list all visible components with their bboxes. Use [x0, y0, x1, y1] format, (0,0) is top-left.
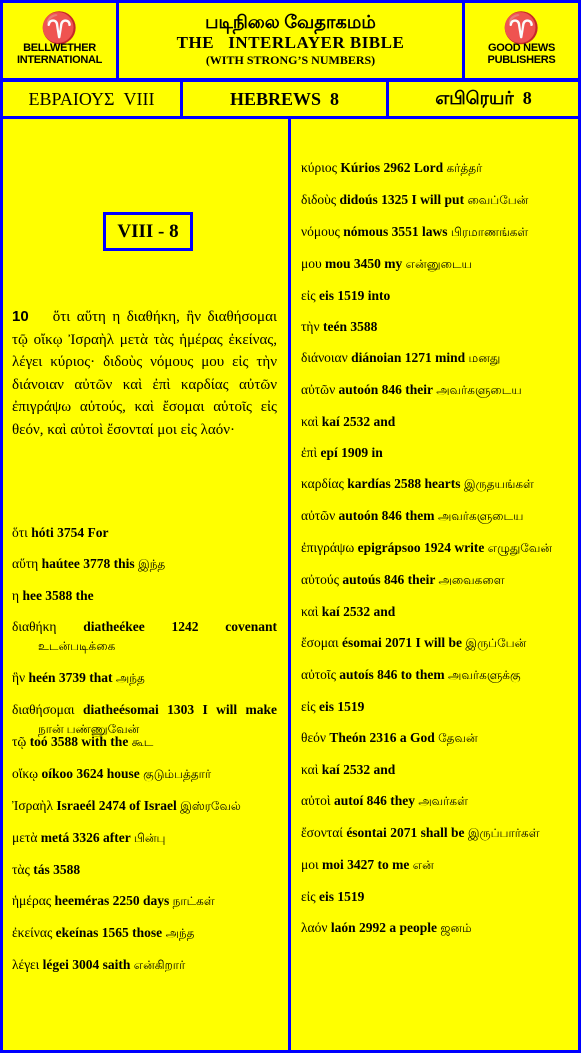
bellwether-logo-line2: INTERNATIONAL: [16, 53, 103, 66]
good-news-logo-line1: GOOD NEWS: [488, 41, 555, 54]
entry-tamil: என்னுடைய: [405, 257, 472, 271]
word-entry: [301, 506, 567, 526]
left-word-list: [12, 523, 277, 987]
entry-tamil: இந்த: [138, 557, 166, 571]
entry-tamil: அவைகளை: [438, 573, 505, 587]
entry-tamil: ஜனம்: [440, 921, 472, 935]
entry-tamil: உடன்படிக்கை: [38, 639, 116, 653]
entry-gloss: diatheékee 1242 covenant: [83, 619, 277, 634]
word-entry: [301, 918, 567, 938]
entry-gloss: ekeínas 1565 those: [55, 925, 163, 940]
entry-gloss: toó 3588 with the: [29, 734, 129, 749]
entry-tamil: அவர்களுக்கு: [448, 668, 521, 682]
entry-gloss: metá 3326 after: [40, 830, 131, 845]
bellwether-ram-icon: ♈: [40, 11, 79, 45]
verse-label: VIII - 8: [103, 212, 193, 251]
word-entry: [301, 728, 567, 748]
word-entry: [12, 764, 277, 784]
entry-greek: κύριος: [301, 160, 337, 175]
word-entry: [301, 474, 567, 494]
entry-gloss: kaí 2532 and: [321, 414, 396, 429]
good-news-logo-line2: PUBLISHERS: [487, 53, 556, 66]
entry-tamil: அவர்களுடைய: [436, 383, 522, 397]
word-entry: [301, 286, 567, 305]
entry-gloss: autoís 846 to them: [339, 667, 445, 682]
entry-gloss: nómous 3551 laws: [343, 224, 448, 239]
entry-gloss: autoón 846 them: [338, 508, 435, 523]
entry-greek: καὶ: [301, 414, 319, 429]
entry-tamil: அவர்கள்: [418, 794, 468, 808]
word-entry: [12, 955, 277, 975]
entry-tamil: இருப்பேன்: [465, 636, 527, 650]
entry-gloss: haútee 3778 this: [41, 556, 135, 571]
book-greek: ΕΒΡΑΙΟΥΣ VIII: [3, 82, 180, 116]
entry-greek: ἐπιγράψω: [301, 540, 355, 555]
entry-tamil: அந்த: [165, 926, 195, 940]
entry-greek: ἐπὶ: [301, 445, 318, 460]
entry-greek: αὐτούς: [301, 572, 339, 587]
entry-gloss: epigrápsoo 1924 write: [357, 540, 485, 555]
entry-greek: διαθήκη: [12, 619, 57, 634]
entry-gloss: teén 3588: [322, 319, 378, 334]
entry-greek: αὐτῶν: [301, 382, 336, 397]
entry-gloss: Israeél 2474 of Israel: [56, 798, 177, 813]
entry-gloss: eis 1519: [319, 889, 365, 904]
entry-gloss: autoón 846 their: [338, 382, 433, 397]
word-entry: [301, 665, 567, 685]
book-english: HEBREWS 8: [183, 82, 386, 116]
entry-gloss: ésomai 2071 I will be: [342, 635, 463, 650]
entry-greek: θεόν: [301, 730, 326, 745]
entry-gloss: epí 1909 in: [320, 445, 383, 460]
entry-tamil: தேவன்: [438, 731, 478, 745]
entry-tamil: நான் பண்ணுவேன்: [38, 722, 140, 736]
entry-greek: νόμους: [301, 224, 340, 239]
entry-gloss: didoús 1325 I will put: [339, 192, 465, 207]
word-entry: [301, 570, 567, 590]
entry-gloss: diánoian 1271 mind: [351, 350, 466, 365]
entry-tamil: குடும்பத்தார்: [143, 767, 212, 781]
entry-greek: αὐτῶν: [301, 508, 336, 523]
word-entry: [12, 523, 277, 542]
entry-greek: διάνοιαν: [301, 350, 348, 365]
entry-tamil: இருதயங்கள்: [463, 477, 534, 491]
entry-gloss: eis 1519 into: [319, 288, 391, 303]
word-entry: [301, 348, 567, 368]
entry-greek: λαόν: [301, 920, 328, 935]
entry-tamil: மனது: [468, 351, 501, 365]
title-tamil: படிநிலை வேதாகமம்: [205, 12, 376, 32]
bellwether-logo: [3, 3, 116, 78]
entry-gloss: heén 3739 that: [28, 670, 113, 685]
word-entry: [301, 602, 567, 621]
word-entry: [12, 891, 277, 911]
entry-greek: τὰς: [12, 862, 30, 877]
word-entry: [301, 254, 567, 274]
word-entry: [12, 860, 277, 879]
entry-greek: μοι: [301, 857, 319, 872]
entry-tamil: இஸ்ரவேல்: [180, 799, 241, 813]
entry-gloss: eis 1519: [319, 699, 365, 714]
entry-gloss: autoí 846 they: [333, 793, 415, 808]
entry-tamil: கர்த்தர்: [446, 161, 483, 175]
entry-gloss: diatheésomai 1303 I will make: [82, 702, 278, 717]
verse-number: 10: [12, 308, 29, 325]
entry-greek: λέγει: [12, 957, 40, 972]
entry-tamil: எழுதுவேன்: [487, 541, 552, 555]
title-block: [119, 3, 462, 78]
title-english: THE INTERLAYER BIBLE: [176, 33, 405, 52]
entry-gloss: kaí 2532 and: [321, 762, 396, 777]
entry-gloss: laón 2992 a people: [330, 920, 437, 935]
entry-gloss: moi 3427 to me: [322, 857, 410, 872]
entry-gloss: hee 3588 the: [22, 588, 94, 603]
entry-gloss: oíkoo 3624 house: [41, 766, 140, 781]
entry-greek: ὅτι: [12, 525, 28, 540]
entry-greek: καὶ: [301, 604, 319, 619]
good-news-logo: [465, 3, 578, 78]
entry-greek: εἰς: [301, 699, 316, 714]
entry-tamil: வைப்பேன்: [467, 193, 529, 207]
entry-gloss: hóti 3754 For: [31, 525, 109, 540]
entry-gloss: kaí 2532 and: [321, 604, 396, 619]
word-entry: [12, 796, 277, 816]
entry-greek: ἡμέρας: [12, 893, 52, 908]
word-entry: [301, 760, 567, 779]
entry-gloss: tás 3588: [33, 862, 81, 877]
word-entry: [301, 633, 567, 653]
entry-greek: μετὰ: [12, 830, 38, 845]
subtitle: (WITH STRONG’S NUMBERS): [205, 53, 376, 67]
entry-gloss: mou 3450 my: [325, 256, 403, 271]
entry-greek: ἐκείνας: [12, 925, 53, 940]
word-entry: [301, 791, 567, 811]
entry-greek: καρδίας: [301, 476, 344, 491]
entry-gloss: Theón 2316 a God: [329, 730, 435, 745]
word-entry: [301, 443, 567, 462]
entry-tamil: என்கிறார்: [133, 958, 186, 972]
entry-tamil: பிரமாணங்கள்: [450, 225, 529, 239]
verse-greek: ὅτι αὕτη η διαθήκη, ἣν διαθήσομαι τῷ οἴκῳ Ἰσραὴλ μετὰ τὰς ἡμέρας ἐκείνας, λέγει κύριος· διδοὺς νόμους μου εἰς τὴν διάνοιαν αὐτῶν καὶ ἐπὶ καρδίας αὐτῶν ἐπιγράψω αὐτούς, καὶ ἔσομαι αὐτοῖς εἰς θεόν, καὶ αὐτοὶ ἔσονταί μοι εἰς λαόν·: [12, 309, 277, 438]
entry-greek: ἣν: [12, 670, 26, 685]
entry-greek: οἴκῳ: [12, 766, 39, 781]
word-entry: [301, 697, 567, 716]
entry-tamil: அந்த: [115, 671, 145, 685]
book-tamil: எபிரெயர் 8: [389, 82, 578, 116]
word-entry: [301, 190, 567, 210]
good-news-ram-icon: ♈: [502, 11, 541, 45]
entry-greek: εἰς: [301, 889, 316, 904]
word-entry: [12, 617, 277, 656]
entry-gloss: ésontai 2071 shall be: [346, 825, 465, 840]
entry-greek: τὴν: [301, 319, 320, 334]
right-word-list: [301, 158, 567, 950]
entry-tamil: பின்பு: [133, 831, 166, 845]
entry-gloss: autoús 846 their: [342, 572, 436, 587]
entry-greek: αὕτη: [12, 556, 39, 571]
entry-gloss: légei 3004 saith: [42, 957, 131, 972]
entry-greek: διδοὺς: [301, 192, 337, 207]
entry-greek: αὐτοὶ: [301, 793, 331, 808]
bellwether-logo-line1: BELLWETHER: [23, 41, 96, 54]
entry-tamil: நாட்கள்: [172, 894, 215, 908]
entry-tamil: இருப்பார்கள்: [467, 826, 540, 840]
entry-greek: διαθήσομαι: [12, 702, 75, 717]
entry-greek: αὐτοῖς: [301, 667, 336, 682]
word-entry: [301, 158, 567, 178]
word-entry: [301, 412, 567, 431]
entry-tamil: என்: [412, 858, 434, 872]
word-entry: [12, 668, 277, 688]
entry-greek: εἰς: [301, 288, 316, 303]
entry-greek: μου: [301, 256, 322, 271]
entry-greek: η: [12, 588, 20, 603]
entry-greek: τῷ: [12, 734, 27, 749]
entry-gloss: heeméras 2250 days: [54, 893, 170, 908]
word-entry: [12, 554, 277, 574]
entry-tamil: கூட: [131, 735, 154, 749]
word-entry: [12, 732, 277, 752]
entry-gloss: Kúrios 2962 Lord: [340, 160, 444, 175]
entry-greek: ἔσομαι: [301, 635, 339, 650]
entry-tamil: அவர்களுடைய: [437, 509, 524, 523]
entry-gloss: kardías 2588 hearts: [347, 476, 461, 491]
word-entry: [12, 828, 277, 848]
greek-verse-text: [12, 306, 277, 441]
entry-greek: καὶ: [301, 762, 319, 777]
word-entry: [301, 317, 567, 336]
word-entry: [301, 855, 567, 875]
word-entry: [301, 380, 567, 400]
word-entry: [301, 222, 567, 242]
word-entry: [301, 887, 567, 906]
word-entry: [301, 538, 567, 558]
entry-greek: Ἰσραὴλ: [12, 798, 54, 813]
word-entry: [12, 923, 277, 943]
entry-greek: ἔσονταί: [301, 825, 343, 840]
word-entry: [301, 823, 567, 843]
word-entry: [12, 586, 277, 605]
